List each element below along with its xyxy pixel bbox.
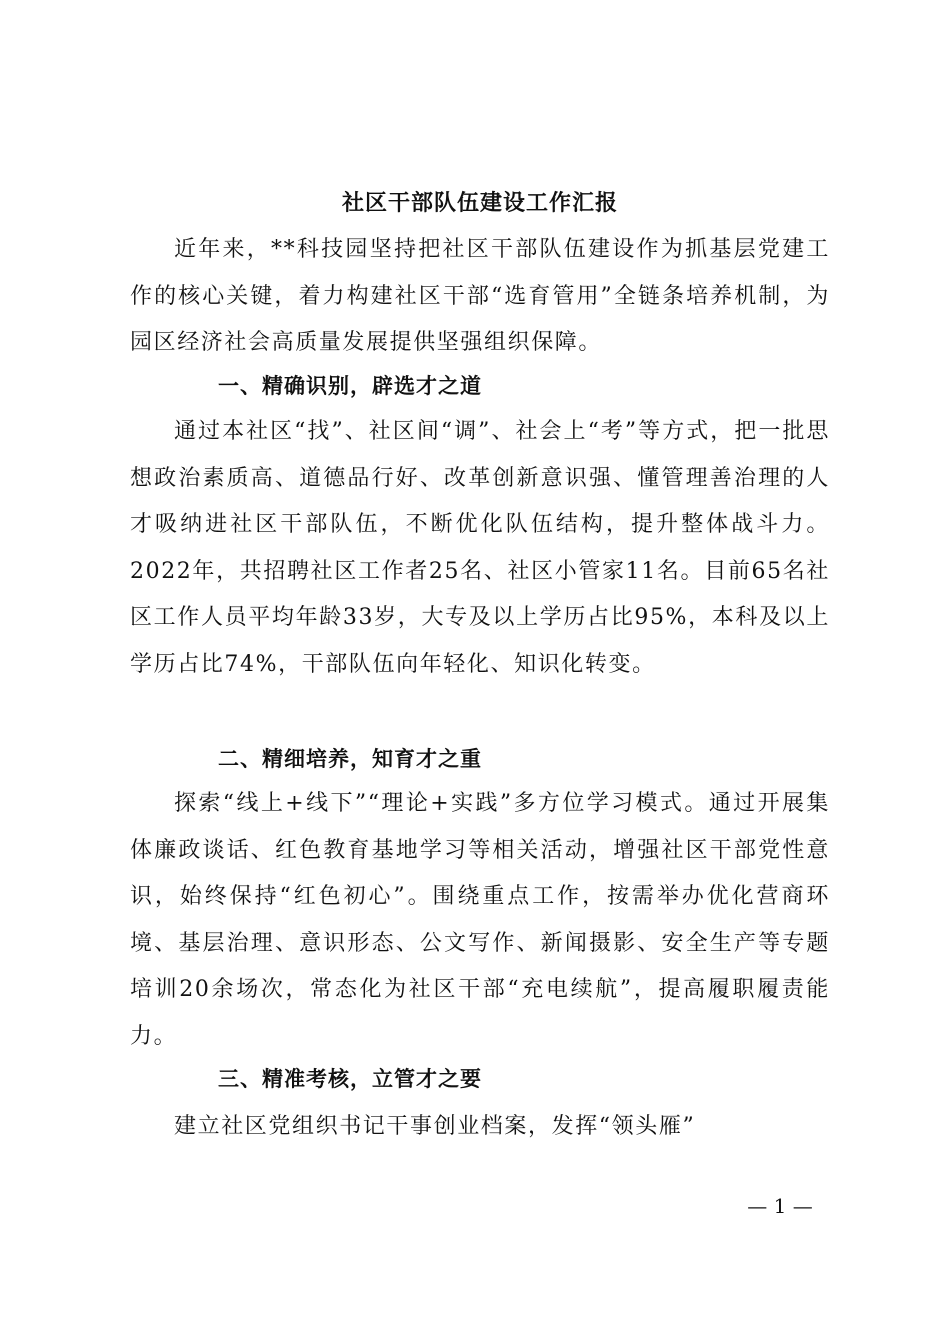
section-paragraph-3: 建立社区党组织书记干事创业档案，发挥“领头雁”	[174, 1114, 696, 1139]
document-title: 社区干部队伍建设工作汇报	[341, 190, 618, 216]
section-heading-2: 二、精细培养，知育才之重	[218, 747, 482, 771]
section-heading-3: 三、精准考核，立管才之要	[218, 1067, 482, 1091]
page-number: — 1 —	[747, 1194, 813, 1218]
section-heading-1: 一、精确识别，辟选才之道	[218, 374, 482, 398]
intro-paragraph: 近年来，**科技园坚持把社区干部队伍建设作为抓基层党建工作的核心关键，着力构建社区干部“选育管用”全链条培养机制，为园区经济社会高质量发展提供坚强组织保障。	[130, 237, 830, 355]
section-paragraph-2: 探索“线上+线下”“理论+实践”多方位学习模式。通过开展集体廉政谈话、红色教育基地学习等相关活动，增强社区干部党性意识，始终保持“红色初心”。围绕重点工作，按需举办优化营商环境、基层治理、意识形态、公文写作、新闻摄影、安全生产等专题培训20余场次，常态化为社区干部“充电续航”，提高履职履责能力。	[130, 791, 830, 1049]
section-paragraph-1: 通过本社区“找”、社区间“调”、社会上“考”等方式，把一批思想政治素质高、道德品行好、改革创新意识强、懂管理善治理的人才吸纳进社区干部队伍，不断优化队伍结构，提升整体战斗力。2022年，共招聘社区工作者25名、社区小管家11名。目前65名社区工作人员平均年龄33岁，大专及以上学历占比95%，本科及以上学历占比74%，干部队伍向年轻化、知识化转变。	[130, 419, 830, 677]
